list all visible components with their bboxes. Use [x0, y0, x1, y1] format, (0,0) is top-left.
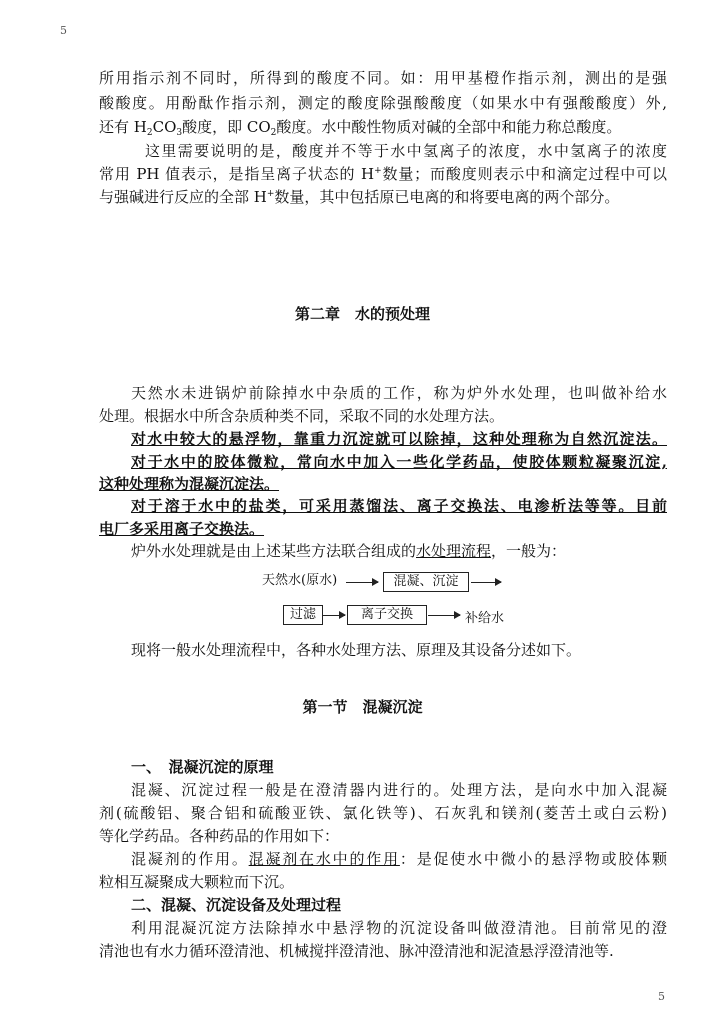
flow-source: 天然水(原水) [262, 573, 338, 588]
text-line: 利用混凝沉淀方法除掉水中悬浮物的沉淀设备叫做澄清池。目前常见的澄 [131, 919, 667, 937]
section-title: 第一节 混凝沉淀 [302, 698, 423, 716]
text-line: 等化学药品。各种药品的作用如下： [99, 827, 340, 845]
text-line: 天然水未进锅炉前除掉水中杂质的工作，称为炉外水处理，也叫做补给水 [131, 384, 667, 402]
text-line: 这里需要说明的是，酸度并不等于水中氢离子的浓度，水中氢离子的浓度 [145, 142, 667, 160]
text-line: 这种处理称为混凝沉淀法。 [99, 475, 280, 493]
subheading-principle: 一、 混凝沉淀的原理 [131, 758, 274, 776]
page-number-bottom: 5 [658, 990, 665, 1003]
text-line: 混凝剂的作用。混凝剂在水中的作用：是促使水中微小的悬浮物或胶体颗 [131, 850, 667, 868]
chapter-title: 第二章 水的预处理 [294, 305, 430, 323]
text-line: 混凝、沉淀过程一般是在澄清器内进行的。处理方法，是向水中加入混凝 [131, 781, 667, 799]
text-line: 还有 $H_2CO_3$酸度，即 $CO_2$酸度。水中酸性物质对碱的全部中和能力称总酸度。 [99, 118, 622, 138]
text-line: 与强碱进行反应的全部 H+数量，其中包括原已电离的和将要电离的两个部分。 [99, 188, 620, 206]
paragraph-treatment-flow: 炉外水处理就是由上述某些方法联合组成的水处理流程，一般为： [131, 542, 567, 560]
text-line: 对于水中的胶体微粒，常向水中加入一些化学药品，使胶体颗粒凝聚沉淀, [131, 453, 667, 471]
arrow-icon [471, 582, 501, 583]
flow-step-filtration: 过滤 [283, 605, 323, 625]
arrow-icon [323, 615, 345, 616]
text-line: 清池也有水力循环澄清池、机械搅拌澄清池、脉冲澄清池和泥渣悬浮澄清池等. [99, 942, 614, 960]
arrow-icon [428, 615, 460, 616]
paragraph-overview: 现将一般水处理流程中，各种水处理方法、原理及其设备分述如下。 [131, 641, 582, 659]
text-line: 常用 PH 值表示，是指呈离子状态的 H+数量；而酸度则表示中和滴定过程中可以 [99, 165, 667, 183]
text-line: 所用指示剂不同时，所得到的酸度不同。如：用甲基橙作指示剂，测出的是强 [99, 69, 667, 87]
text-line: 粒相互凝聚成大颗粒而下沉。 [99, 873, 295, 891]
text-line: 处理。根据水中所含杂质种类不同，采取不同的水处理方法。 [99, 407, 505, 425]
flow-step-ion-exchange: 离子交换 [347, 605, 427, 625]
arrow-icon [346, 582, 378, 583]
text-line: 对于溶于水中的盐类，可采用蒸馏法、离子交换法、电渗析法等等。目前 [131, 497, 667, 515]
text-line: 电厂多采用离子交换法。 [99, 520, 265, 538]
page-number-top: 5 [60, 24, 67, 37]
text-line: 酸酸度。用酚酞作指示剂，测定的酸度除强酸酸度（如果水中有强酸酸度）外, [99, 94, 667, 112]
flow-step-coagulation: 混凝、沉淀 [383, 572, 469, 592]
text-line: 剂(硫酸铝、聚合铝和硫酸亚铁、氯化铁等)、石灰乳和镁剂(菱苦土或白云粉) [99, 804, 667, 822]
subheading-equipment: 二、混凝、沉淀设备及处理过程 [131, 896, 342, 914]
flow-output: 补给水 [465, 611, 505, 626]
bold-natural-sedimentation: 对水中较大的悬浮物，靠重力沉淀就可以除掉，这种处理称为自然沉淀法。 [131, 430, 667, 448]
